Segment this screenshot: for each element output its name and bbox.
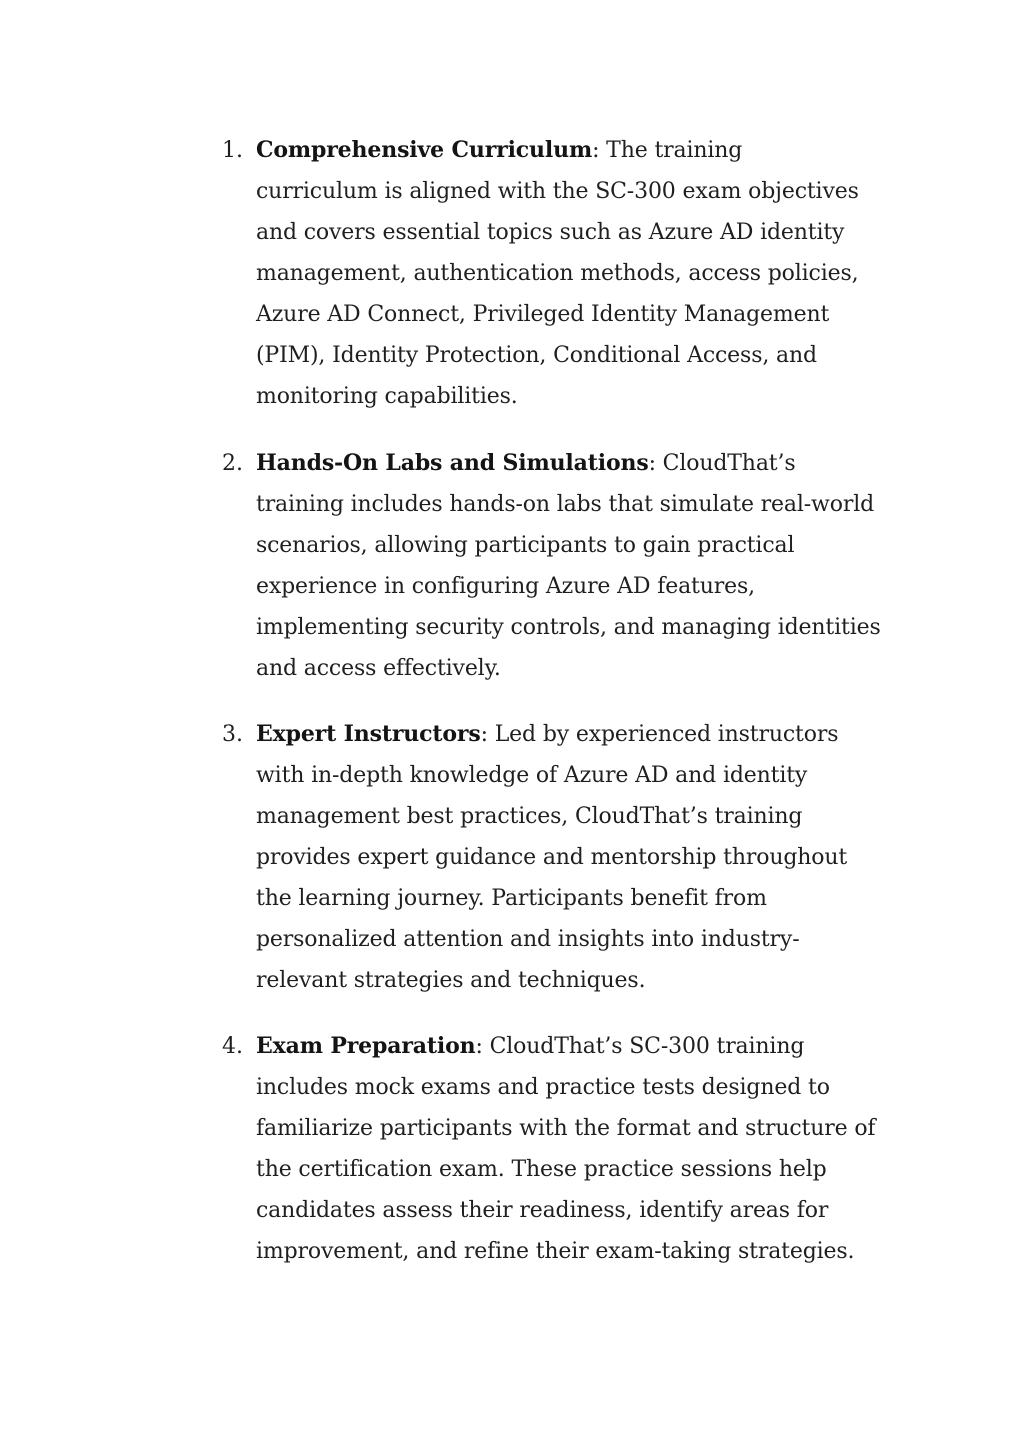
list-item-first-line <box>256 443 795 484</box>
list-item-line: scenarios, allowing participants to gain practical <box>256 533 795 558</box>
list-item-line: relevant strategies and techniques. <box>256 968 646 993</box>
list-item-title: Comprehensive Curriculum <box>256 137 593 163</box>
list-item-line: provides expert guidance and mentorship throughout <box>256 845 848 870</box>
list-item-first-line-text: : CloudThat’s <box>648 451 796 476</box>
list-item-line: personalized attention and insights into industry- <box>256 927 800 952</box>
list-item-line: implementing security controls, and managing identities <box>256 615 881 640</box>
list-item-line: the certification exam. These practice sessions help <box>256 1157 827 1182</box>
list-item-line: includes mock exams and practice tests designed to <box>256 1075 830 1100</box>
list-item-line: familiarize participants with the format and structure of <box>256 1116 876 1141</box>
list-item-number: 4. <box>222 1034 243 1059</box>
list-item-first-line <box>256 714 838 755</box>
list-item-line: monitoring capabilities. <box>256 384 518 409</box>
list-item-line: experience in configuring Azure AD features, <box>256 574 755 599</box>
list-item-line: the learning journey. Participants benefit from <box>256 886 767 911</box>
list-item-line: Azure AD Connect, Privileged Identity Management <box>256 302 830 327</box>
list-item-line: (PIM), Identity Protection, Conditional Access, and <box>256 343 817 368</box>
list-item-first-line <box>256 1026 804 1067</box>
list-item-number: 1. <box>222 138 243 163</box>
list-item-number: 3. <box>222 722 243 747</box>
list-item-title: Exam Preparation <box>256 1033 476 1059</box>
list-item-line: training includes hands-on labs that simulate real-world <box>256 492 875 517</box>
list-item-line: with in-depth knowledge of Azure AD and identity <box>256 763 808 788</box>
list-item-line: management, authentication methods, access policies, <box>256 261 859 286</box>
list-item-line: candidates assess their readiness, identify areas for <box>256 1198 829 1223</box>
list-item-title: Expert Instructors <box>256 721 481 747</box>
list-item-line: improvement, and refine their exam-taking strategies. <box>256 1239 855 1264</box>
list-item-first-line-text: : Led by experienced instructors <box>480 722 839 747</box>
list-item-line: and covers essential topics such as Azure AD identity <box>256 220 845 245</box>
list-item-line: and access effectively. <box>256 656 501 681</box>
list-item-line: management best practices, CloudThat’s training <box>256 804 803 829</box>
list-item-first-line-text: : The training <box>592 138 743 163</box>
list-item-first-line <box>256 130 742 171</box>
list-item-first-line-text: : CloudThat’s SC-300 training <box>475 1034 805 1059</box>
list-item-line: curriculum is aligned with the SC-300 exam objectives <box>256 179 859 204</box>
list-item-number: 2. <box>222 451 243 476</box>
list-item-title: Hands-On Labs and Simulations <box>256 450 649 476</box>
